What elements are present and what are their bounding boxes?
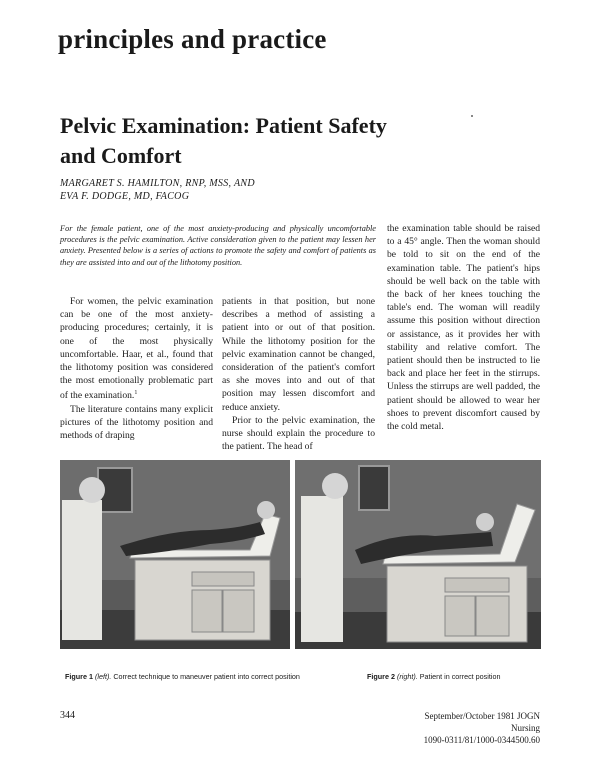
figure-2-photo xyxy=(295,460,541,649)
journal-line-1: September/October 1981 JOGN Nursing xyxy=(424,711,540,733)
journal-line-2: 1090-0311/81/1000-0344500.60 xyxy=(423,735,540,745)
figure-position: (right). xyxy=(396,672,418,681)
paragraph xyxy=(60,295,213,403)
figure-position: (left). xyxy=(94,672,112,681)
footnote-ref: 1 xyxy=(134,390,138,397)
figure-number: Figure 2 xyxy=(367,672,395,681)
figure-1-photo xyxy=(60,460,290,649)
paragraph: Prior to the pelvic examination, the nurse should explain the procedure to the patient. The head of xyxy=(222,414,375,453)
author-line-2: EVA F. DODGE, MD, FACOG xyxy=(60,191,190,202)
figure-1-caption xyxy=(65,672,300,681)
paragraph: the examination table should be raised to a 45° angle. Then the woman should be told to sit on the end of the examination table. The patient's hips should be well back on the table with the back of her knees touching the table's end. The woman will readily assume this position without direction or assistance, as it provides her with stability and relative comfort. The patient should then be instructed to lie back and place her feet in the stirrups. Unless the stirrups are well padded, the patient should be allowed to wear her shoes to prevent discomfort caused by the cold metal. xyxy=(387,223,540,433)
figure-number: Figure 1 xyxy=(65,672,93,681)
paragraph: patients in that position, but none describes a method of assisting a patient into or out of that position. While the lithotomy position for the pelvic examination cannot be changed, consideration of the patient's comfort as she moves into and out of that position may lessen discomfort and reduce anxiety. xyxy=(222,296,375,413)
author-line-1: MARGARET S. HAMILTON, RNP, MSS, AND xyxy=(60,178,255,189)
body-column-1 xyxy=(60,295,213,442)
figure-2-caption xyxy=(367,672,500,681)
decorative-dot xyxy=(471,115,473,117)
paragraph-text: For women, the pelvic examination can be one of the most anxiety-producing procedures; certainly, it is one of the most physically uncomfortable. Haar, et al., found that the lithotomy position was considered the most emotionally problematic part of the examination. xyxy=(60,296,213,402)
journal-citation xyxy=(400,710,540,746)
paragraph: The literature contains many explicit pictures of the lithotomy position and methods of draping xyxy=(60,403,213,442)
page-number: 344 xyxy=(60,710,75,721)
caption-text: Patient in correct position xyxy=(419,672,501,681)
article-title: Pelvic Examination: Patient Safety and Comfort xyxy=(60,113,387,168)
body-column-3 xyxy=(387,222,540,433)
body-column-2 xyxy=(222,295,375,453)
section-heading: principles and practice xyxy=(58,24,327,54)
author-block xyxy=(60,177,255,203)
caption-text: Correct technique to maneuver patient into correct position xyxy=(113,672,300,681)
article-abstract: For the female patient, one of the most anxiety-producing and physically uncomfortable procedures is the pelvic examination. Active consideration given to the patient may lessen her anxiety. Presented below is a series of actions to promote the safety and comfort of patients as they are assisted into and out of the lithotomy position. xyxy=(60,224,376,267)
